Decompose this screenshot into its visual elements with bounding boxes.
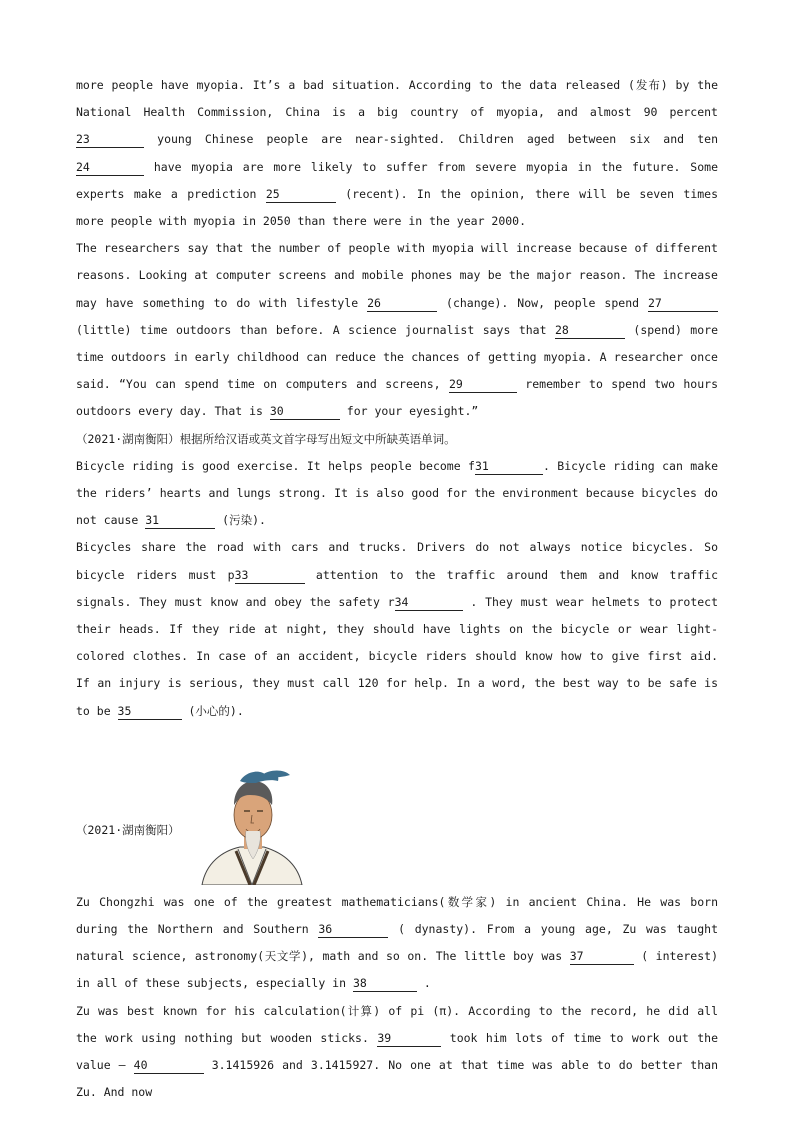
passage-text: attention to the traffic around them and know traffic signals. They must know and obey the safety r [76,567,718,609]
spacer [76,725,718,767]
passage-text: Zu was best known for his calculation(计算) of pi (π). According to the record, he did all the work using nothing but wooden sticks. [76,1003,718,1045]
passage-text: 3.1415926 and 3.1415927. No one at that time was able to do better than Zu. And now [76,1058,718,1100]
answer-blank-25[interactable]: 25 [266,187,336,203]
passage-text: (spend) more time outdoors in early childhood can reduce the chances of getting myopia. A researcher once said. “You can spend time on computers and screens, [76,322,718,392]
passage-5 [76,889,718,998]
source-note-2: （2021·湖南衡阳） [76,822,180,837]
answer-blank-24[interactable]: 24 [76,160,144,176]
passage-text: more people have myopia. It’s a bad situation. According to the data released (发布) by the National Health Commission, China is a big country of myopia, and almost 90 percent [76,78,718,120]
answer-blank-37[interactable]: 37 [570,949,634,965]
answer-blank-30[interactable]: 30 [270,404,340,420]
passage-text: (little) time outdoors than before. A science journalist says that [76,322,555,337]
passage-text: (污染). [215,513,266,528]
passage-text: Zu Chongzhi was one of the greatest mathematicians(数学家) in ancient China. He was born during the Northern and Southern [76,894,718,937]
passage-4 [76,534,718,724]
passage-2 [76,235,718,425]
passage-text: The researchers say that the number of people with myopia will increase because of different reasons. Looking at computer screens and mobile phones may be the major reason. The increase may have something to do with lifestyle [76,241,718,310]
answer-blank-23[interactable]: 23 [76,132,144,148]
answer-blank-36[interactable]: 36 [318,922,388,938]
answer-blank-28[interactable]: 28 [555,323,625,339]
source-note-1: （2021·湖南衡阳）根据所给汉语或英文首字母写出短文中所缺英语单词。 [76,431,456,446]
answer-blank-27[interactable]: 27 [648,296,718,312]
passage-text: (小心的). [181,703,244,718]
answer-blank-40[interactable]: 40 [134,1058,204,1074]
passage-text: (recent). In the opinion, there will be seven times more people with myopia in 2050 than there were in the year 2000. [76,186,719,229]
passage-text: young Chinese people are near-sighted. Children aged between six and ten [144,132,718,147]
answer-blank-33[interactable]: 33 [235,568,305,584]
passage-text: for your eyesight.” [339,404,479,419]
passage-text: . [416,976,431,991]
section-header-zu [76,767,718,889]
passage-text: . They must wear helmets to protect their heads. If they ride at night, they should have lights on the bicycle or wear light-colored clothes. In case of an accident, bicycle riders should know how to give first aid. If an injury is serious, they must call 120 for help. In a word, the best way to be safe is to be [76,594,719,718]
answer-blank-35[interactable]: 35 [118,704,182,720]
passage-text: ( interest) in all of these subjects, especially in [76,949,718,991]
answer-blank-31[interactable]: 31 [475,459,543,475]
passage-text: Bicycles share the road with cars and trucks. Drivers do not always notice bicycles. So bicycle riders must p [76,540,718,582]
passage-text: ( dynasty). From a young age, Zu was taught natural science, astronomy(天文学), math and so on. The little boy was [76,922,719,964]
answer-blank-31[interactable]: 31 [145,513,215,529]
answer-blank-26[interactable]: 26 [367,296,437,312]
passage-text: remember to spend two hours outdoors every day. That is [76,377,718,419]
passage-text: have myopia are more likely to suffer from severe myopia in the future. Some experts make a prediction [76,159,718,201]
passage-text: took him lots of time to work out the value — [76,1030,718,1073]
answer-blank-34[interactable]: 34 [395,595,463,611]
worksheet-page [76,72,718,1107]
passage-text: (change). Now, people spend [437,295,648,310]
answer-blank-38[interactable]: 38 [353,976,417,992]
passage-1 [76,72,718,235]
passage-text: Bicycle riding is good exercise. It helps people become f [76,458,475,473]
answer-blank-39[interactable]: 39 [377,1031,441,1047]
answer-blank-29[interactable]: 29 [449,377,517,393]
zu-chongzhi-portrait-icon [200,767,304,885]
passage-3 [76,453,718,535]
passage-6 [76,998,718,1107]
passage-text: . Bicycle riding can make the riders’ hearts and lungs strong. It is also good for the environment because bicycles do not cause [76,458,718,528]
